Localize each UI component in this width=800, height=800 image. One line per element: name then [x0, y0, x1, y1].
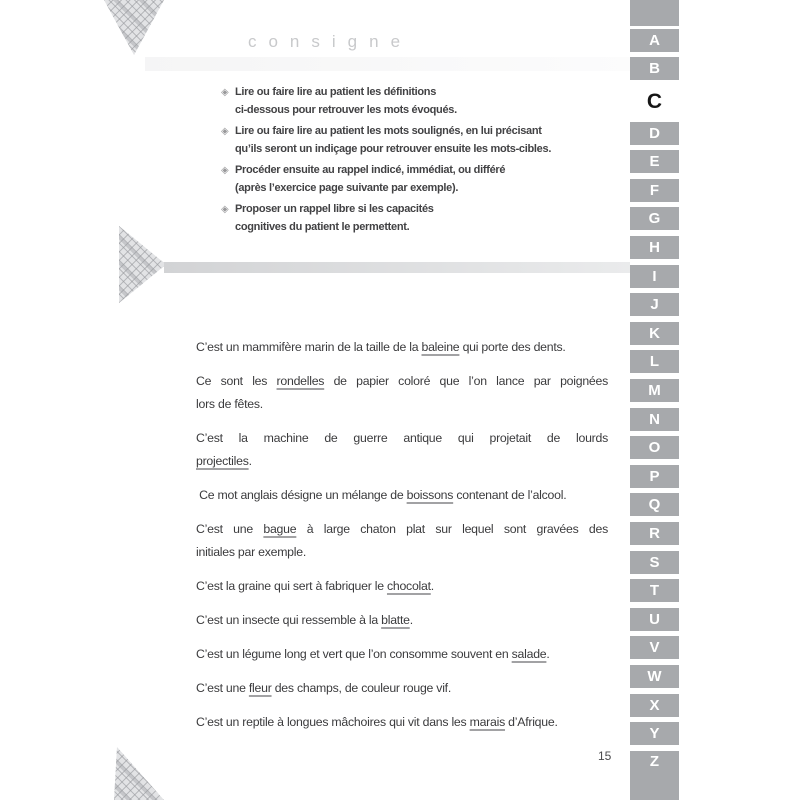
underlined-cue-word: projectiles: [196, 454, 249, 468]
underlined-cue-word: bague: [263, 522, 297, 536]
underlined-cue-word: boissons: [406, 488, 454, 502]
underlined-cue-word: fleur: [248, 681, 272, 695]
instruction-item: [221, 162, 551, 197]
tab-letter-x[interactable]: X: [630, 694, 679, 717]
underlined-cue-word: baleine: [421, 340, 460, 354]
divider-gradient-bar: [164, 262, 630, 273]
definition-item: C’est un légume long et vert que l’on consomme souvent en salade.: [196, 647, 550, 661]
definition-item: C’est une bague à large chaton plat sur lequel sont gravées des initiales par exemple.: [196, 522, 608, 559]
instruction-text: Procéder ensuite au rappel indicé, immédiat, ou différé (après l’exercice page suivante par exemple).: [235, 164, 506, 194]
tab-letter-i[interactable]: I: [630, 265, 679, 288]
alphabet-tab-list: [630, 0, 679, 800]
tab-letter-l[interactable]: L: [630, 350, 679, 373]
diamond-bullet-icon: ◈: [221, 204, 229, 215]
tab-letter-k[interactable]: K: [630, 322, 679, 345]
instruction-item: [221, 84, 551, 119]
definition-item: Ce mot anglais désigne un mélange de boissons contenant de l’alcool.: [196, 488, 567, 502]
instruction-list: [221, 84, 551, 240]
underlined-cue-word: rondelles: [276, 374, 325, 388]
tab-letter-d[interactable]: D: [630, 122, 679, 145]
mosaic-triangle-middle-icon: [119, 226, 166, 303]
tab-letter-j[interactable]: J: [630, 293, 679, 316]
tab-letter-e[interactable]: E: [630, 150, 679, 173]
instruction-text: Proposer un rappel libre si les capacités cognitives du patient le permettent.: [235, 203, 434, 233]
underlined-cue-word: chocolat: [386, 579, 431, 593]
definition-item: C’est un reptile à longues mâchoires qui vit dans les marais d’Afrique.: [196, 715, 558, 729]
tab-letter-b[interactable]: B: [630, 57, 679, 80]
tab-letter-s[interactable]: S: [630, 551, 679, 574]
mosaic-triangle-bottom-icon: [114, 747, 164, 800]
instruction-item: [221, 201, 551, 236]
diamond-bullet-icon: ◈: [221, 165, 229, 176]
tab-letter-n[interactable]: N: [630, 408, 679, 431]
diamond-bullet-icon: ◈: [221, 87, 229, 98]
definition-item: C’est une fleur des champs, de couleur rouge vif.: [196, 681, 452, 695]
definition-item: C’est un insecte qui ressemble à la blatte.: [196, 613, 413, 627]
tab-letter-a[interactable]: A: [630, 29, 679, 52]
underlined-cue-word: salade: [511, 647, 547, 661]
instruction-item: [221, 123, 551, 158]
definition-item: C’est la graine qui sert à fabriquer le chocolat.: [196, 579, 434, 593]
underlined-cue-word: marais: [469, 715, 505, 729]
tab-letter-z[interactable]: Z: [630, 751, 679, 800]
tab-letter-t[interactable]: T: [630, 579, 679, 602]
tab-column-top-filler: [630, 0, 679, 26]
tab-letter-v[interactable]: V: [630, 636, 679, 659]
tab-letter-p[interactable]: P: [630, 465, 679, 488]
tab-letter-r[interactable]: R: [630, 522, 679, 545]
definition-list: [196, 336, 608, 745]
instruction-text: Lire ou faire lire au patient les mots soulignés, en lui précisant qu’ils seront un indiçage pour retrouver ensuite les mots-cibles.: [235, 125, 552, 155]
definition-item: C’est la machine de guerre antique qui projetait de lourds projectiles.: [196, 431, 608, 468]
tab-letter-y[interactable]: Y: [630, 722, 679, 745]
tab-letter-o[interactable]: O: [630, 436, 679, 459]
diamond-bullet-icon: ◈: [221, 126, 229, 137]
page-number: 15: [598, 749, 612, 763]
tab-letter-m[interactable]: M: [630, 379, 679, 402]
tab-letter-q[interactable]: Q: [630, 493, 679, 516]
definition-item: Ce sont les rondelles de papier coloré que l’on lance par poignées lors de fêtes.: [196, 374, 608, 411]
instruction-text: Lire ou faire lire au patient les définitions ci-dessous pour retrouver les mots évoqués.: [235, 86, 457, 116]
page-title: consigne: [247, 32, 413, 51]
underlined-cue-word: blatte: [381, 613, 410, 627]
tab-letter-c[interactable]: C: [630, 86, 679, 118]
tab-letter-h[interactable]: H: [630, 236, 679, 259]
tab-letter-u[interactable]: U: [630, 608, 679, 631]
definition-item: C’est un mammifère marin de la taille de la baleine qui porte des dents.: [196, 340, 566, 354]
tab-letter-g[interactable]: G: [630, 207, 679, 230]
tab-letter-f[interactable]: F: [630, 179, 679, 202]
tab-letter-w[interactable]: W: [630, 665, 679, 688]
header-band: [145, 57, 632, 71]
